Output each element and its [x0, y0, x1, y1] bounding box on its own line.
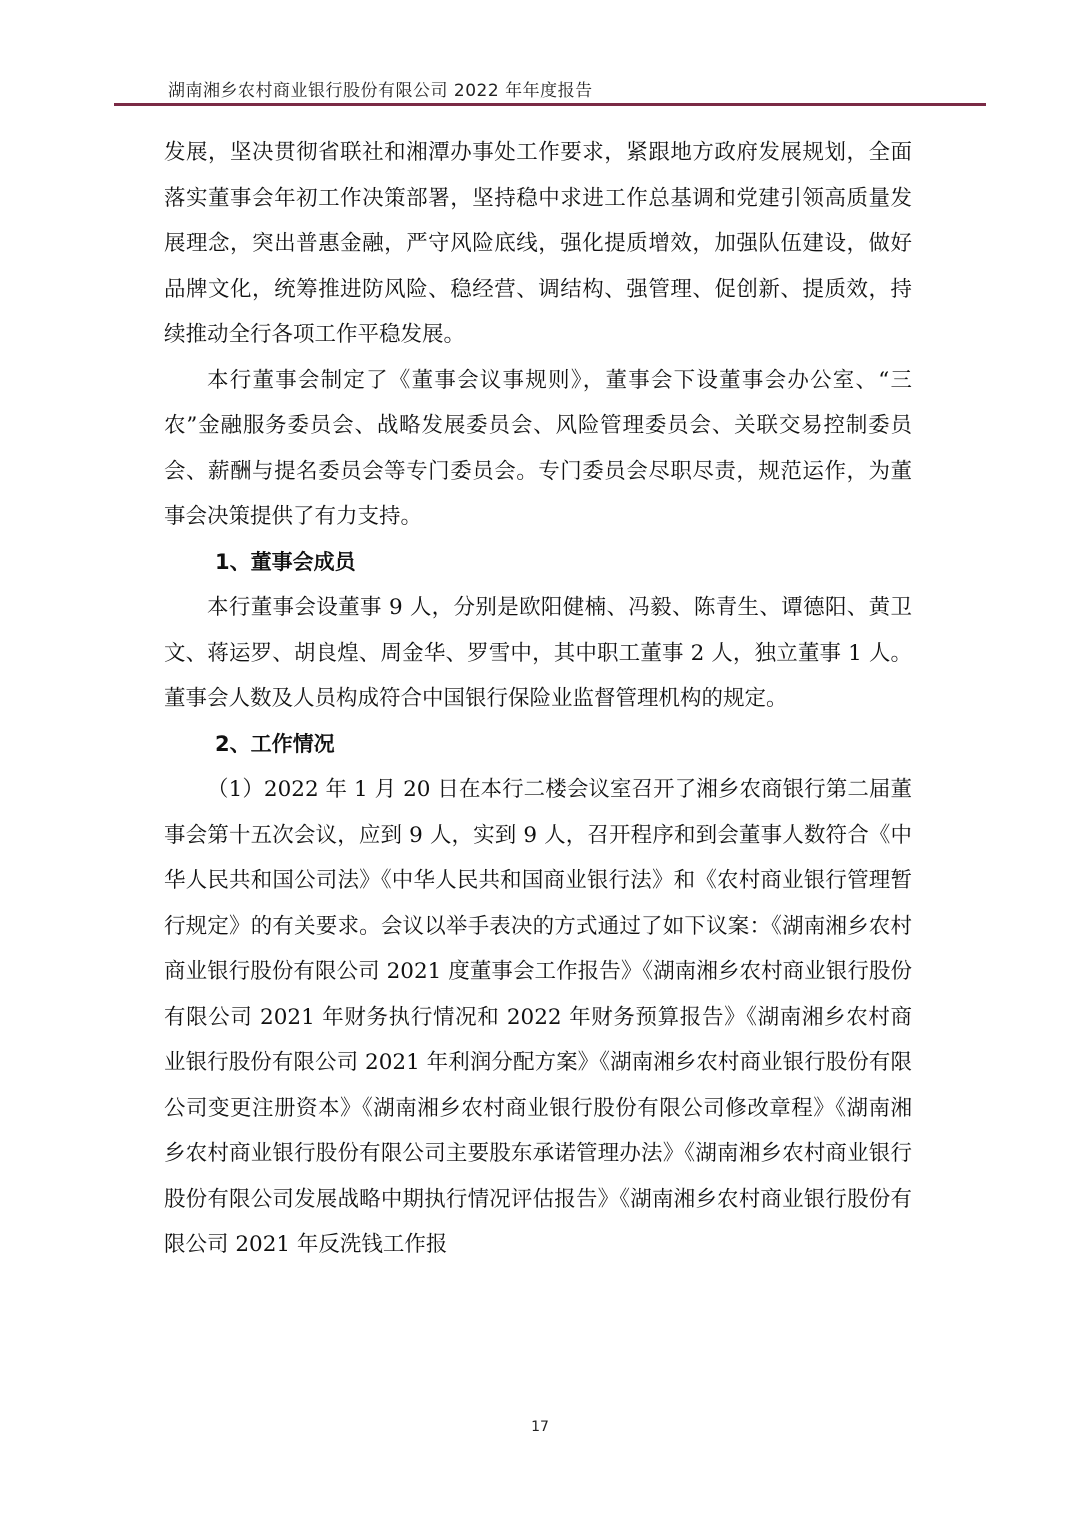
section-heading: 1、董事会成员	[215, 549, 356, 574]
paragraph: 本行董事会设董事 9 人，分别是欧阳健楠、冯毅、陈青生、谭德阳、黄卫文、蒋运罗、胡良煌、周金华、罗雪中，其中职工董事 2 人，独立董事 1 人。董事会人数及人员构成符合中国银行保险业监督管理机构的规定。	[164, 595, 912, 711]
running-header: 湖南湘乡农村商业银行股份有限公司 2022 年年度报告	[168, 81, 593, 101]
paragraph: 本行董事会制定了《董事会议事规则》，董事会下设董事会办公室、“三农”金融服务委员会、战略发展委员会、风险管理委员会、关联交易控制委员会、薪酬与提名委员会等专门委员会。专门委员会尽职尽责，规范运作，为董事会决策提供了有力支持。	[164, 367, 912, 529]
section-heading: 2、工作情况	[215, 731, 335, 756]
header-rule	[114, 103, 986, 106]
page-number: 17	[531, 1419, 549, 1435]
paragraph: （1）2022 年 1 月 20 日在本行二楼会议室召开了湘乡农商银行第二届董事会第十五次会议，应到 9 人，实到 9 人，召开程序和到会董事人数符合《中华人民共和国公司法》《中华人民共和国商业银行法》和《农村商业银行管理暂行规定》的有关要求。会议以举手表决的方式通过了如下议案：《湖南湘乡农村商业银行股份有限公司 2021 度董事会工作报告》《湖南湘乡农村商业银行股份有限公司 2021 年财务执行情况和 2022 年财务预算报告》《湖南湘乡农村商业银行股份有限公司 2021 年利润分配方案》《湖南湘乡农村商业银行股份有限公司变更注册资本》《湖南湘乡农村商业银行股份有限公司修改章程》《湖南湘乡农村商业银行股份有限公司主要股东承诺管理办法》《湖南湘乡农村商业银行股份有限公司发展战略中期执行情况评估报告》《湖南湘乡农村商业银行股份有限公司 2021 年反洗钱工作报	[164, 777, 912, 1257]
paragraph: 发展，坚决贯彻省联社和湘潭办事处工作要求，紧跟地方政府发展规划，全面落实董事会年初工作决策部署，坚持稳中求进工作总基调和党建引领高质量发展理念，突出普惠金融，严守风险底线，强化提质增效，加强队伍建设，做好品牌文化，统筹推进防风险、稳经营、调结构、强管理、促创新、提质效，持续推动全行各项工作平稳发展。	[164, 140, 912, 347]
body-text	[164, 130, 912, 1268]
